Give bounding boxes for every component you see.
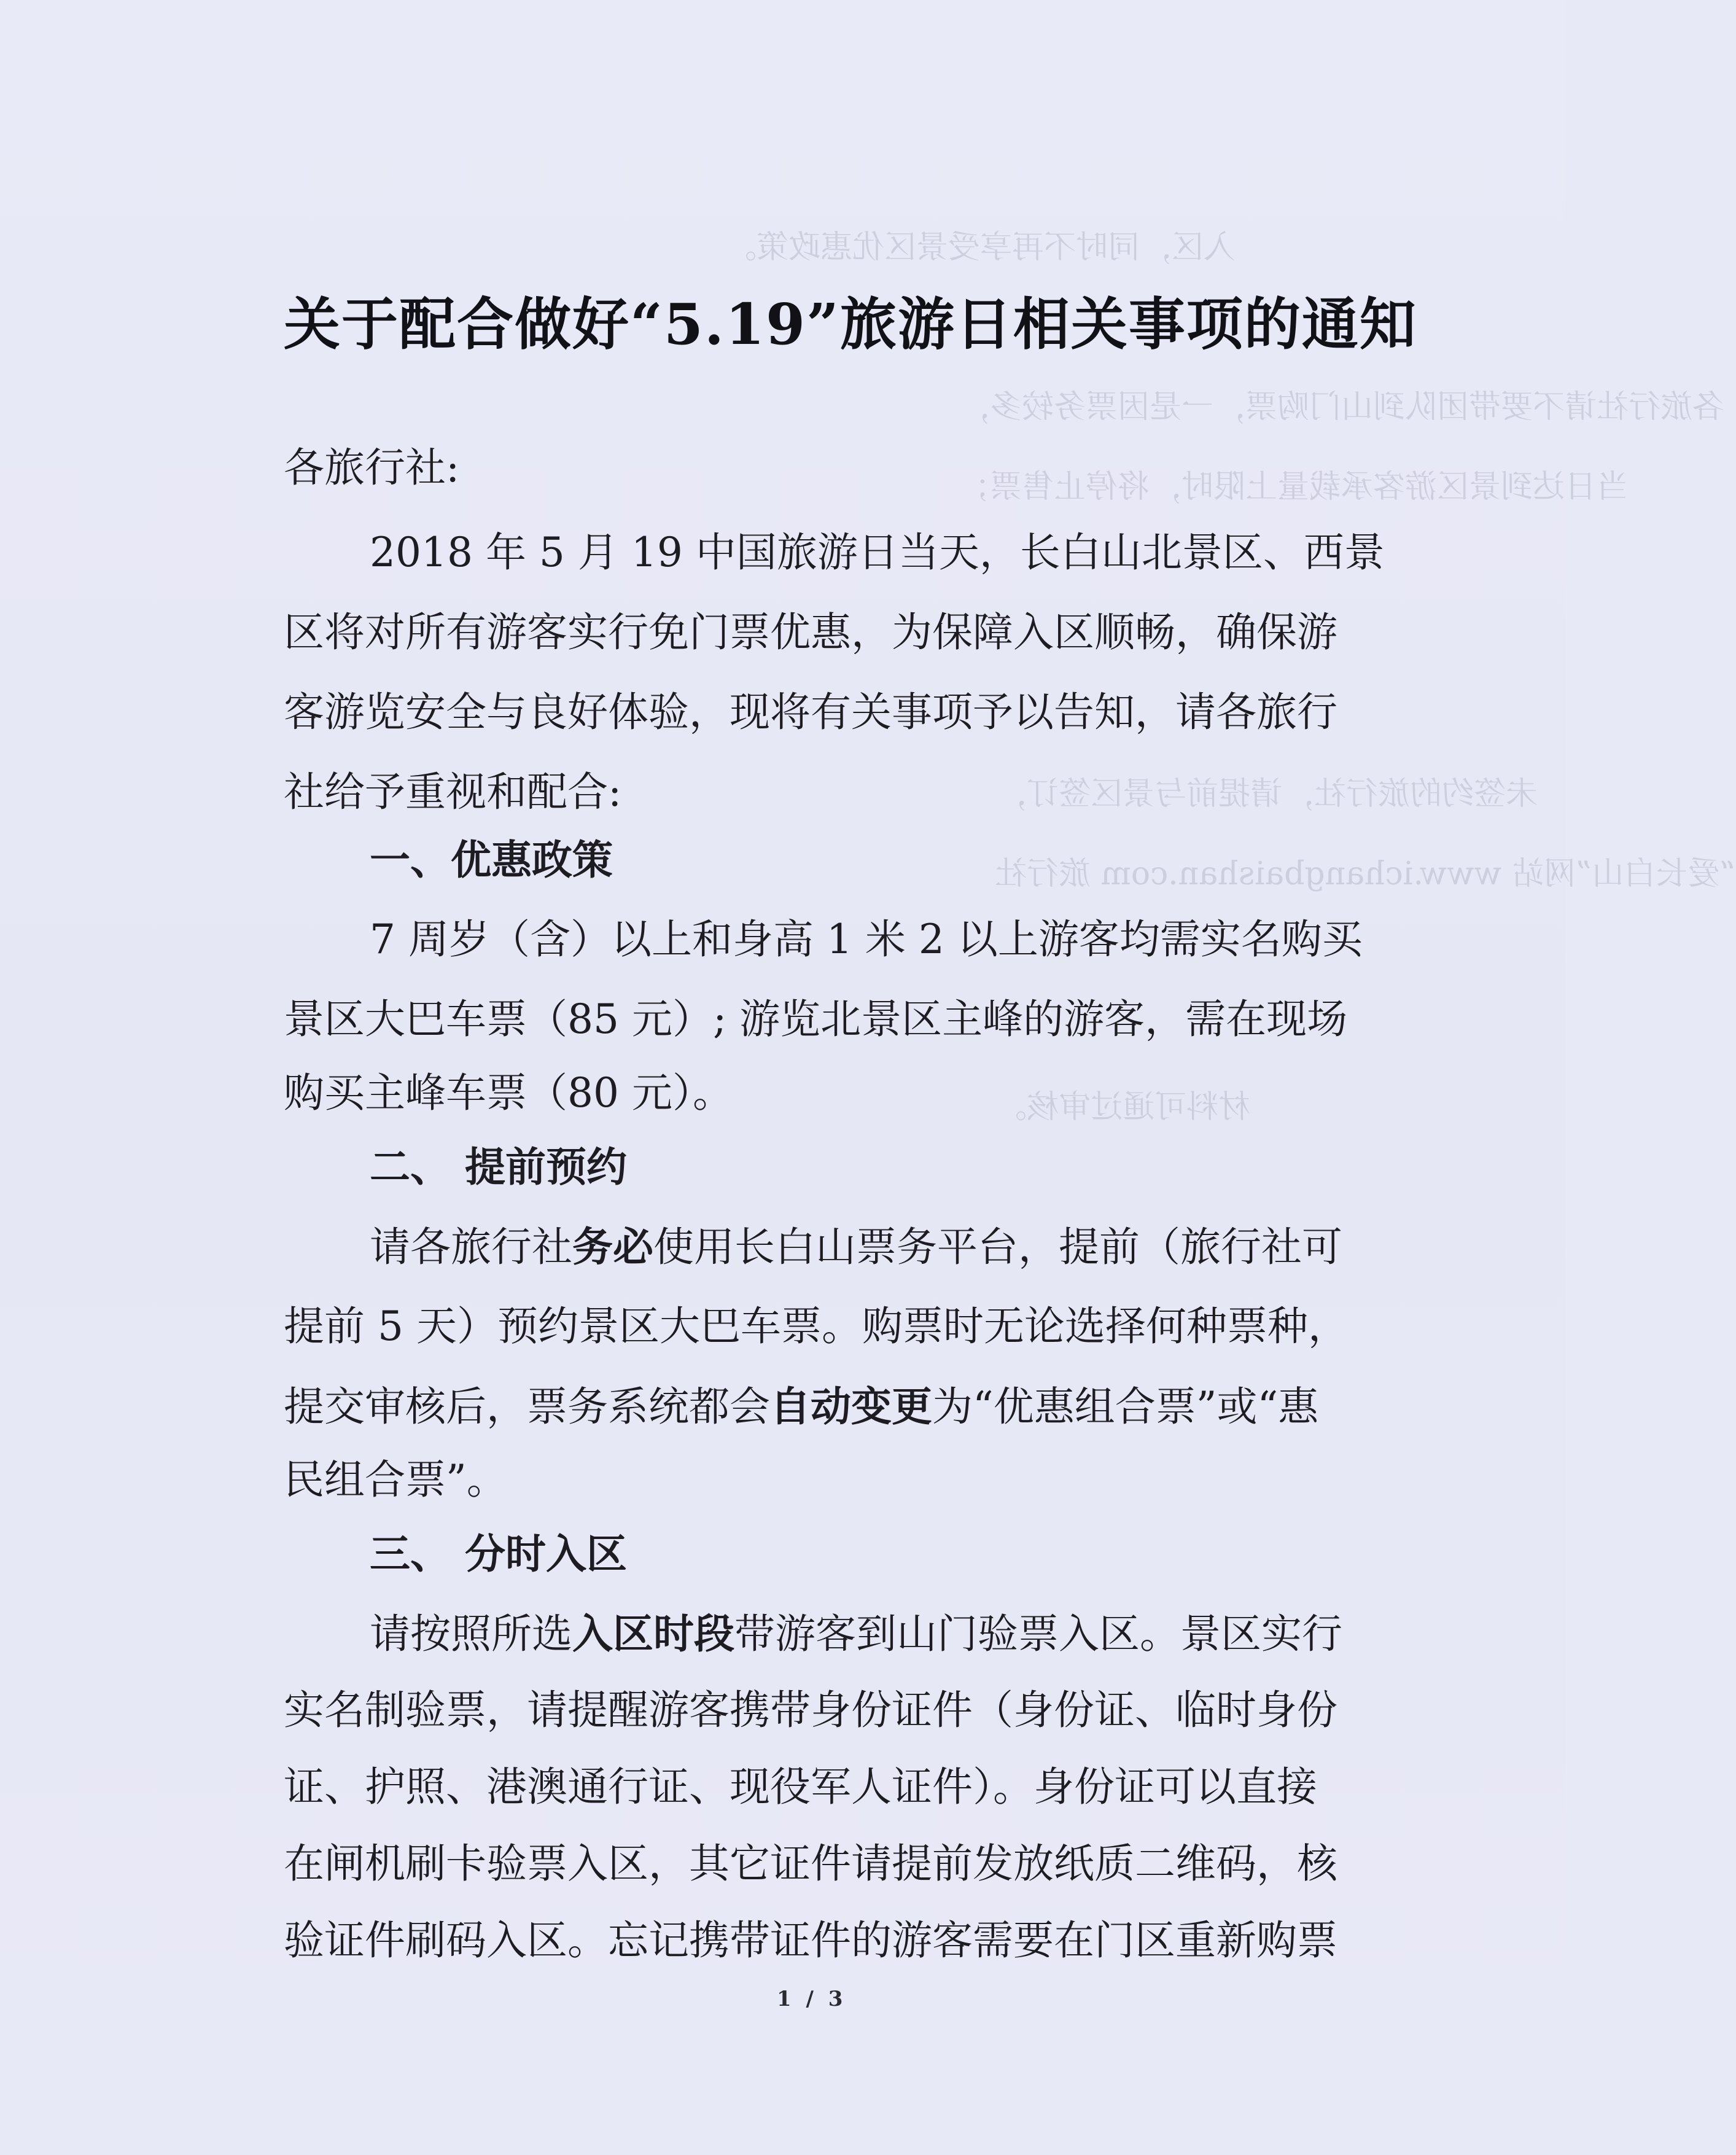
section2-line-3-part-b: 为“优惠组合票”或“惠 — [932, 1383, 1319, 1430]
section3-heading: 三、 分时入区 — [370, 1530, 627, 1578]
intro-line-3: 客游览安全与良好体验，现将有关事项予以告知，请各旅行 — [284, 688, 1337, 736]
bleed-through-text: 当日达到景区游客承载量上限时，将停止售票； — [958, 469, 1629, 505]
section2-line-3 — [284, 1382, 1340, 1432]
intro-line-4: 社给予重视和配合: — [284, 768, 622, 816]
bleed-through-text: 入区，同时不再享受景区优惠政策。 — [725, 229, 1236, 266]
section2-line-3-part-a: 提交审核后，票务系统都会 — [284, 1383, 770, 1430]
section3-line-1-part-a: 请按照所选 — [370, 1610, 572, 1658]
section3-line-1-part-b: 带游客到山门验票入区。景区实行 — [734, 1610, 1342, 1658]
section2-line-4: 民组合票”。 — [284, 1456, 507, 1503]
intro-line-1: 2018 年 5 月 19 中国旅游日当天，长白山北景区、西景 — [370, 529, 1385, 576]
section3-line-4: 在闸机刷卡验票入区，其它证件请提前发放纸质二维码，核 — [284, 1840, 1337, 1887]
intro-line-2: 区将对所有游客实行免门票优惠，为保障入区顺畅，确保游 — [284, 609, 1337, 656]
section2-line-1 — [370, 1222, 1340, 1272]
section3-line-3: 证、护照、港澳通行证、现役军人证件）。身份证可以直接 — [284, 1763, 1317, 1810]
section2-line-1-part-a: 请各旅行社 — [370, 1223, 572, 1271]
section3-line-1 — [370, 1609, 1340, 1659]
bleed-through-text: 各旅行社请不要带团队到山门购票，一是因票务较多， — [958, 389, 1725, 426]
section1-line-1: 7 周岁（含）以上和身高 1 米 2 以上游客均需实名购买 — [370, 916, 1363, 963]
bleed-through-text: 材料可通过审核。 — [995, 1089, 1251, 1126]
section1-line-3: 购买主峰车票（80 元）。 — [284, 1069, 733, 1116]
section2-line-2: 提前 5 天）预约景区大巴车票。购票时无论选择何种票种， — [284, 1303, 1349, 1350]
document-title: 关于配合做好“5.19”旅游日相关事项的通知 — [284, 291, 1417, 357]
section2-heading: 二、 提前预约 — [370, 1143, 627, 1191]
section2-line-1-part-b: 使用长白山票务平台，提前（旅行社可 — [653, 1223, 1342, 1271]
section3-line-5: 验证件刷码入区。忘记携带证件的游客需要在门区重新购票 — [284, 1917, 1337, 1964]
section2-line-1-emphasis: 务必 — [572, 1223, 653, 1271]
section3-line-2: 实名制验票，请提醒游客携带身份证件（身份证、临时身份 — [284, 1686, 1337, 1734]
bleed-through-text: 未签约的旅行社，请提前与景区签订， — [995, 776, 1538, 813]
bleed-through-text: “爱长白山”网站 www.ichangbaishan.com 旅行社 — [995, 855, 1736, 892]
section1-heading: 一、优惠政策 — [370, 836, 613, 884]
section2-line-3-emphasis: 自动变更 — [770, 1382, 932, 1430]
section3-line-1-emphasis: 入区时段 — [572, 1610, 734, 1658]
salutation: 各旅行社: — [284, 444, 460, 491]
section1-line-2: 景区大巴车票（85 元）; 游览北景区主峰的游客，需在现场 — [284, 996, 1348, 1043]
page-number: 1 / 3 — [777, 1987, 847, 2011]
